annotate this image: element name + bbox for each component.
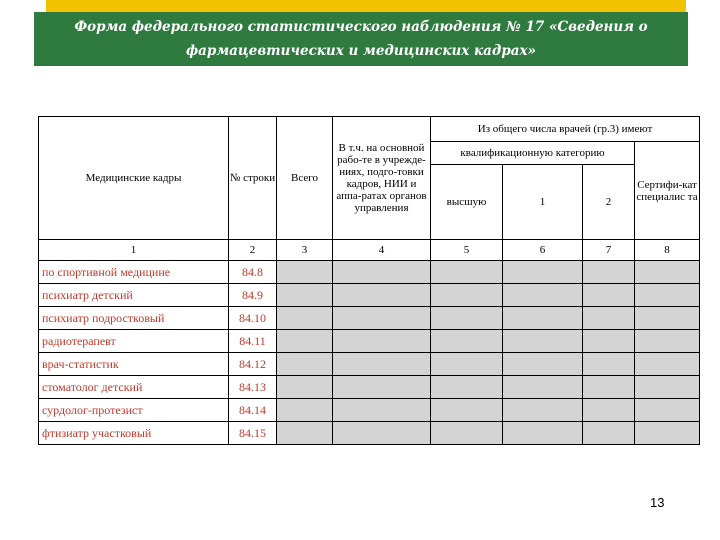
empty-cell: [635, 284, 700, 307]
empty-cell: [635, 399, 700, 422]
header-group-of-doctors: Из общего числа врачей (гр.3) имеют: [431, 117, 700, 142]
empty-cell: [277, 330, 333, 353]
empty-cell: [583, 399, 635, 422]
cadre-name: психиатр детский: [39, 284, 229, 307]
empty-cell: [503, 399, 583, 422]
empty-cell: [583, 353, 635, 376]
empty-cell: [431, 330, 503, 353]
empty-cell: [333, 399, 431, 422]
empty-cell: [583, 376, 635, 399]
line-code: 84.13: [229, 376, 277, 399]
empty-cell: [333, 330, 431, 353]
empty-cell: [503, 261, 583, 284]
cadre-name: сурдолог-протезист: [39, 399, 229, 422]
column-number: 8: [635, 240, 700, 261]
header-certificate: Сертифи-кат специалис та: [635, 142, 700, 240]
empty-cell: [583, 330, 635, 353]
line-code: 84.9: [229, 284, 277, 307]
empty-cell: [277, 261, 333, 284]
line-code: 84.11: [229, 330, 277, 353]
empty-cell: [333, 261, 431, 284]
empty-cell: [431, 399, 503, 422]
empty-cell: [431, 422, 503, 445]
column-number: 5: [431, 240, 503, 261]
table-row: [39, 353, 700, 376]
empty-cell: [583, 307, 635, 330]
empty-cell: [277, 422, 333, 445]
column-number: 1: [39, 240, 229, 261]
header-highest: высшую: [431, 165, 503, 240]
empty-cell: [583, 422, 635, 445]
empty-cell: [503, 353, 583, 376]
cadre-name: радиотерапевт: [39, 330, 229, 353]
empty-cell: [431, 261, 503, 284]
line-code: 84.15: [229, 422, 277, 445]
slide-header: [34, 12, 688, 66]
empty-cell: [333, 353, 431, 376]
column-number: 2: [229, 240, 277, 261]
empty-cell: [333, 376, 431, 399]
empty-cell: [635, 422, 700, 445]
empty-cell: [277, 284, 333, 307]
empty-cell: [431, 376, 503, 399]
empty-cell: [333, 307, 431, 330]
empty-cell: [503, 376, 583, 399]
header-qualification: квалификационную категорию: [431, 142, 635, 165]
line-code: 84.12: [229, 353, 277, 376]
empty-cell: [635, 353, 700, 376]
column-number: 4: [333, 240, 431, 261]
empty-cell: [635, 261, 700, 284]
page-number: 13: [650, 495, 665, 510]
staff-form-table: [38, 116, 700, 445]
empty-cell: [277, 376, 333, 399]
empty-cell: [431, 353, 503, 376]
table-row: [39, 330, 700, 353]
column-number: 3: [277, 240, 333, 261]
table-row: [39, 376, 700, 399]
empty-cell: [333, 284, 431, 307]
header-main-work: В т.ч. на основной рабо-те в учрежде-ниях, подго-товки кадров, НИИ и аппа-ратах органов управления: [333, 117, 431, 240]
cadre-name: по спортивной медицине: [39, 261, 229, 284]
empty-cell: [503, 307, 583, 330]
empty-cell: [431, 284, 503, 307]
cadre-name: стоматолог детский: [39, 376, 229, 399]
header-total: Всего: [277, 117, 333, 240]
line-code: 84.8: [229, 261, 277, 284]
cadre-name: психиатр подростковый: [39, 307, 229, 330]
empty-cell: [635, 307, 700, 330]
line-code: 84.14: [229, 399, 277, 422]
header-first: 1: [503, 165, 583, 240]
empty-cell: [503, 284, 583, 307]
column-number: 7: [583, 240, 635, 261]
line-code: 84.10: [229, 307, 277, 330]
empty-cell: [333, 422, 431, 445]
empty-cell: [583, 261, 635, 284]
empty-cell: [431, 307, 503, 330]
empty-cell: [635, 376, 700, 399]
header-line-no: № строки: [229, 117, 277, 240]
cadre-name: врач-статистик: [39, 353, 229, 376]
table-row: [39, 261, 700, 284]
empty-cell: [583, 284, 635, 307]
cadre-name: фтизиатр участковый: [39, 422, 229, 445]
empty-cell: [277, 399, 333, 422]
table-row: [39, 284, 700, 307]
column-number: 6: [503, 240, 583, 261]
empty-cell: [277, 353, 333, 376]
slide-title: Форма федерального статистического наблюдения № 17 «Сведения о фармацевтических и медицинских кадрах»: [74, 19, 648, 59]
empty-cell: [503, 330, 583, 353]
top-accent-strip: [46, 0, 686, 12]
empty-cell: [503, 422, 583, 445]
column-number-row: [39, 240, 700, 261]
header-cadres: Медицинские кадры: [39, 117, 229, 240]
table-row: [39, 307, 700, 330]
header-second: 2: [583, 165, 635, 240]
empty-cell: [277, 307, 333, 330]
table-row: [39, 422, 700, 445]
table-row: [39, 399, 700, 422]
empty-cell: [635, 330, 700, 353]
